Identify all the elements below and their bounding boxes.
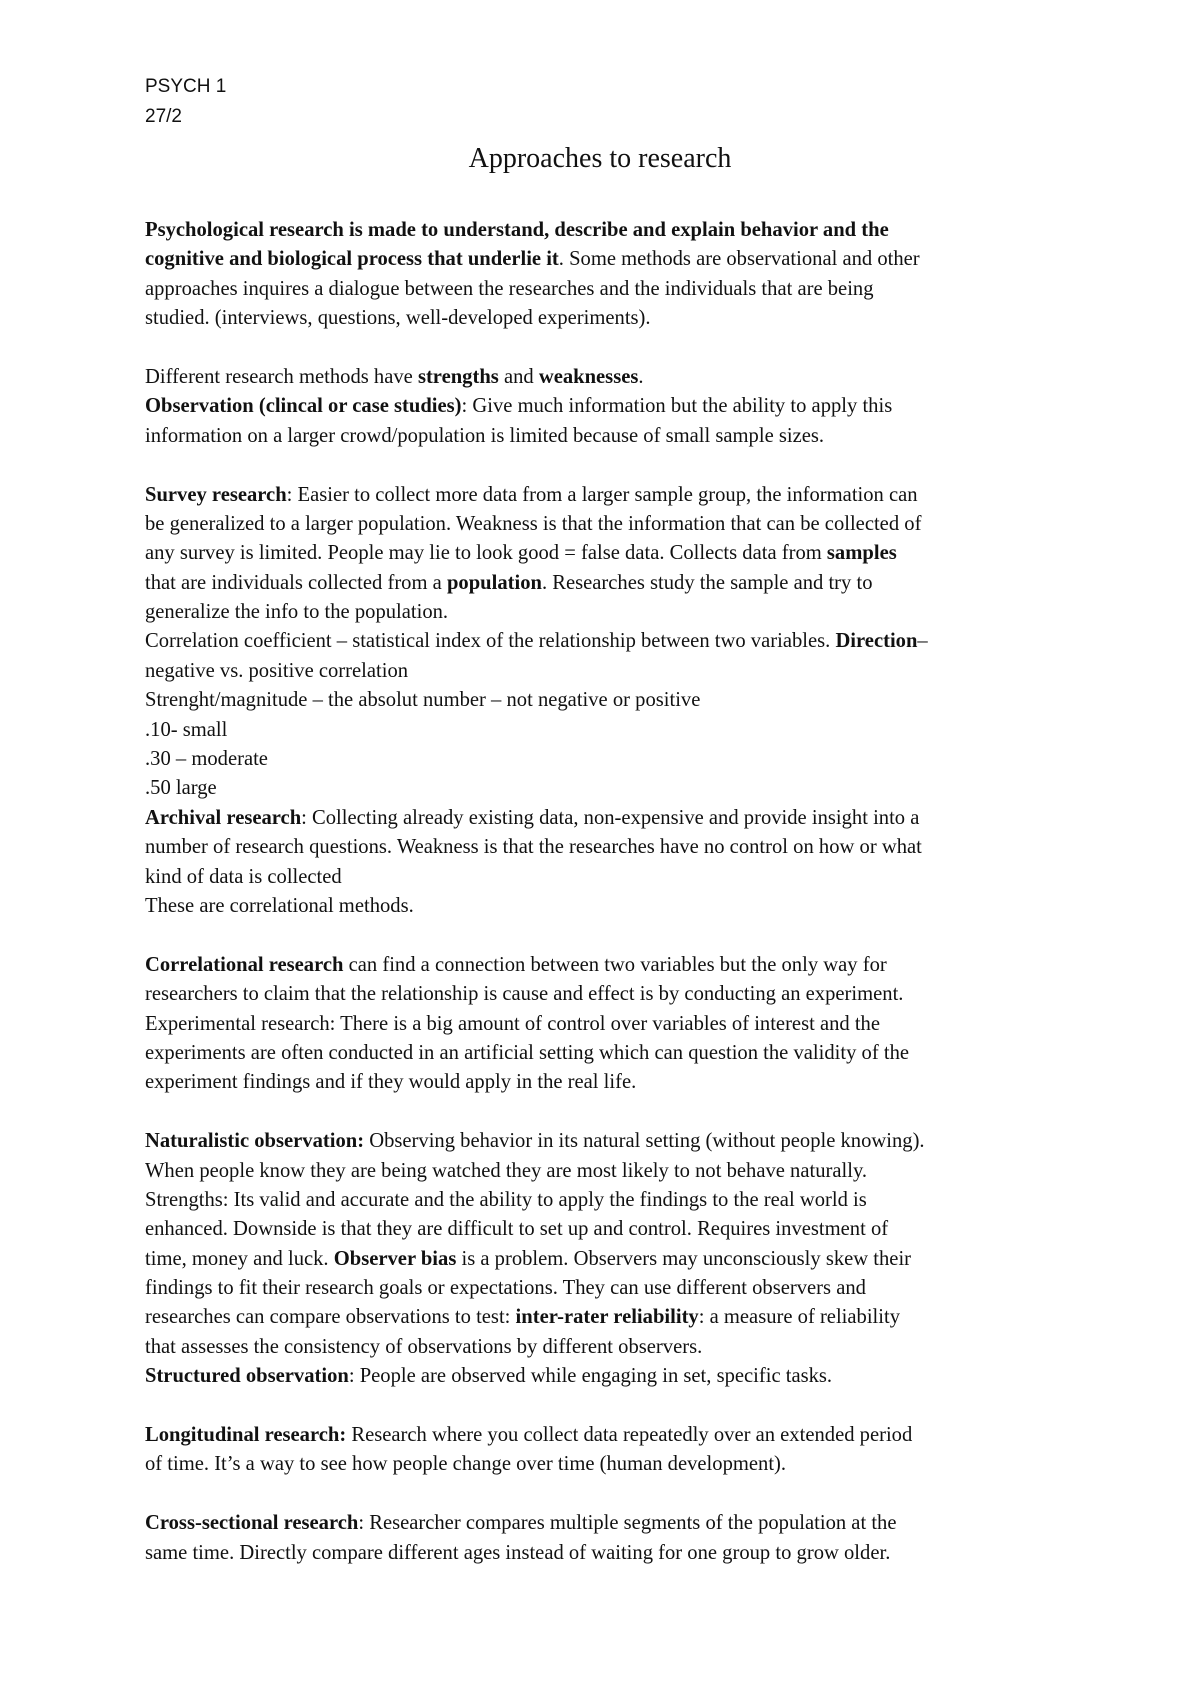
paragraph-longitudinal — [145, 1421, 1075, 1480]
bold-text: weaknesses — [538, 365, 639, 388]
text-span: : Collecting already existing data, non-expensive and provide insight into a — [301, 806, 920, 829]
bold-text: cognitive and biological process that underlie it — [145, 248, 559, 271]
text-line: generalize the info to the population. — [145, 601, 449, 624]
bold-text: Archival research — [145, 806, 302, 829]
text-line — [145, 1509, 1075, 1538]
bold-text: Naturalistic observation: — [145, 1130, 365, 1153]
text-line: of time. It’s a way to see how people change over time (human development). — [145, 1453, 787, 1476]
text-line: Strenght/magnitude – the absolut number – not negative or positive — [145, 689, 701, 712]
text-line — [145, 539, 1075, 568]
text-line: findings to fit their research goals or expectations. They can use different observers and — [145, 1277, 866, 1300]
bold-text: Survey research — [145, 483, 287, 506]
text-span: time, money and luck. — [145, 1247, 334, 1270]
text-line — [145, 363, 1075, 392]
paragraph-intro — [145, 216, 1075, 334]
text-span: and — [498, 365, 539, 388]
bold-text: samples — [826, 542, 897, 565]
text-span: : a measure of reliability — [698, 1306, 901, 1329]
text-line: .10- small — [145, 718, 228, 741]
text-line — [145, 951, 1075, 980]
bold-text: Correlational research — [145, 953, 344, 976]
text-span: . Some methods are observational and other — [558, 248, 920, 271]
text-span: – — [917, 630, 928, 653]
bold-text: Psychological research is made to understand, describe and explain behavior and the — [145, 219, 889, 241]
text-span: Research where you collect data repeatedly over an extended period — [346, 1424, 913, 1447]
text-line: that assesses the consistency of observations by different observers. — [145, 1335, 703, 1358]
text-span: that are individuals collected from a — [145, 571, 447, 594]
text-line: enhanced. Downside is that they are difficult to set up and control. Requires investment of — [145, 1218, 889, 1241]
paragraph-survey — [145, 481, 1075, 922]
bold-text: Direction — [835, 630, 918, 653]
text-line: .30 – moderate — [145, 748, 268, 771]
paragraph-observation — [145, 363, 1075, 451]
bold-text: strengths — [417, 365, 499, 388]
text-span: : Researcher compares multiple segments of the population at the — [358, 1512, 897, 1535]
text-line: When people know they are being watched they are most likely to not behave naturally. — [145, 1159, 868, 1182]
text-span: : Easier to collect more data from a larger sample group, the information can — [286, 483, 918, 506]
text-line: approaches inquires a dialogue between the researches and the individuals that are being — [145, 277, 874, 300]
text-line: experiments are often conducted in an artificial setting which can question the validity of the — [145, 1041, 909, 1064]
bold-text: inter-rater reliability — [515, 1306, 699, 1329]
paragraph-cross-sectional — [145, 1509, 1075, 1568]
paragraph-correlational — [145, 951, 1075, 1098]
text-line — [145, 627, 1075, 656]
text-line — [145, 481, 1075, 510]
text-line — [145, 1362, 1075, 1391]
text-line — [145, 569, 1075, 598]
bold-text: Observer bias — [333, 1247, 457, 1270]
bold-text: population — [446, 571, 542, 594]
text-line — [145, 1127, 1075, 1156]
text-span: Different research methods have — [145, 365, 418, 388]
text-line: number of research questions. Weakness is that the researches have no control on how or what — [145, 836, 922, 859]
bold-text: Structured observation — [145, 1365, 349, 1388]
text-line: kind of data is collected — [145, 865, 342, 888]
bold-text: Observation (clincal or case studies) — [145, 395, 462, 418]
text-span: Observing behavior in its natural setting (without people knowing). — [364, 1130, 925, 1153]
text-line: information on a larger crowd/population is limited because of small sample sizes. — [145, 424, 825, 447]
document-body — [145, 216, 1075, 1568]
course-code: PSYCH 1 — [145, 76, 227, 97]
text-span: . — [638, 365, 644, 388]
text-line: researchers to claim that the relationship is cause and effect is by conducting an experiment. — [145, 983, 904, 1006]
text-line — [145, 1245, 1075, 1274]
text-line — [145, 1303, 1075, 1332]
date: 27/2 — [145, 106, 182, 127]
text-line: be generalized to a larger population. Weakness is that the information that can be collected of — [145, 512, 922, 535]
text-line: same time. Directly compare different ages instead of waiting for one group to grow older. — [145, 1541, 891, 1564]
page-title: Approaches to research — [468, 143, 732, 174]
text-line: Experimental research: There is a big amount of control over variables of interest and the — [145, 1012, 880, 1035]
text-line: .50 large — [145, 777, 217, 800]
text-line: These are correlational methods. — [145, 894, 414, 917]
text-span: : Give much information but the ability to apply this — [461, 395, 893, 418]
document-header — [145, 72, 226, 132]
text-line: Strengths: Its valid and accurate and the ability to apply the findings to the real world is — [145, 1188, 867, 1211]
text-line: negative vs. positive correlation — [145, 659, 409, 682]
text-line: studied. (interviews, questions, well-developed experiments). — [145, 307, 651, 330]
bold-text: Longitudinal research: — [145, 1424, 347, 1447]
text-line — [145, 245, 1075, 274]
text-line: experiment findings and if they would apply in the real life. — [145, 1071, 637, 1094]
text-line — [145, 216, 1075, 245]
bold-text: Cross-sectional research — [145, 1512, 359, 1535]
text-span: Correlation coefficient – statistical index of the relationship between two variables. — [145, 630, 836, 653]
text-span: can find a connection between two variables but the only way for — [343, 953, 887, 976]
text-line — [145, 1421, 1075, 1450]
text-span: any survey is limited. People may lie to look good = false data. Collects data from — [145, 542, 827, 565]
paragraph-naturalistic — [145, 1127, 1075, 1392]
text-span: . Researches study the sample and try to — [541, 571, 873, 594]
text-span: researches can compare observations to test: — [145, 1306, 516, 1329]
text-span: is a problem. Observers may unconsciously skew their — [456, 1247, 912, 1270]
text-line — [145, 392, 1075, 421]
text-line — [145, 804, 1075, 833]
text-span: : People are observed while engaging in set, specific tasks. — [348, 1365, 833, 1388]
